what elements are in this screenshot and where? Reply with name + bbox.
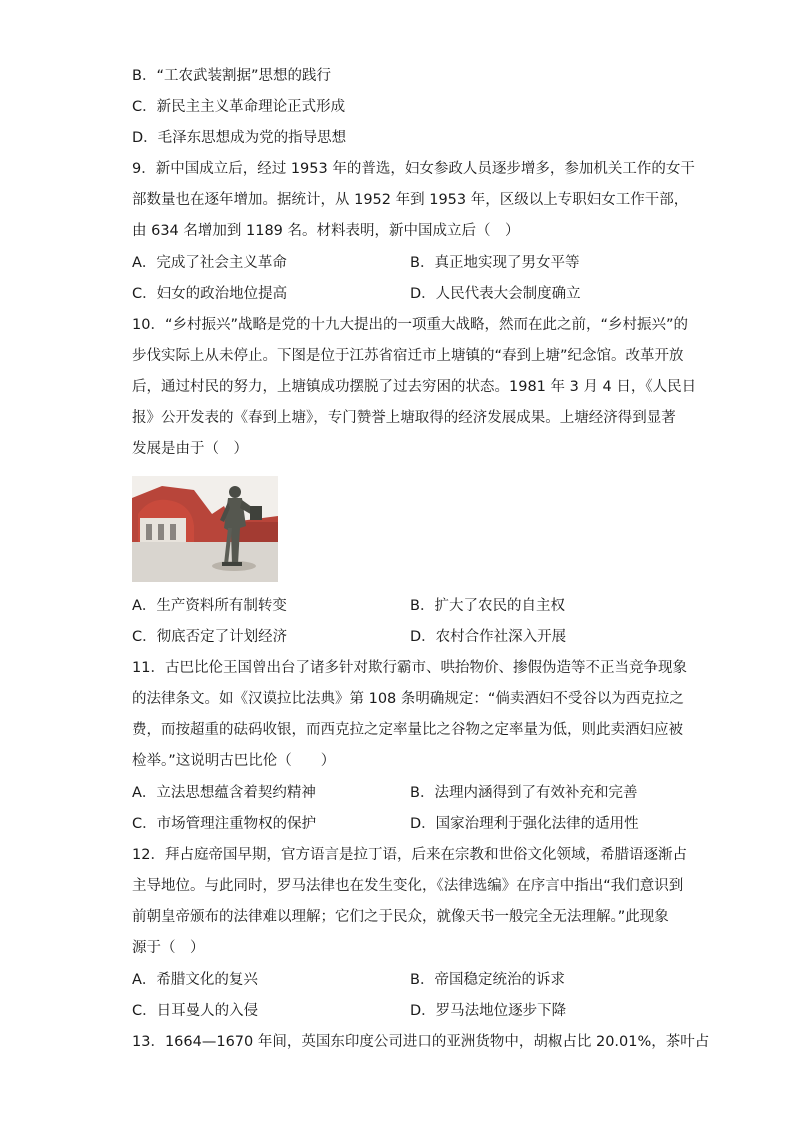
q12-stem-line-2: 主导地位。与此同时，罗马法律也在发生变化，《法律选编》在序言中指出“我们意识到 <box>132 878 684 894</box>
q9-option-d: D．人民代表大会制度确立 <box>410 286 581 302</box>
q12-option-c: C．日耳曼人的入侵 <box>132 1003 259 1019</box>
q11-option-d: D．国家治理利于强化法律的适用性 <box>410 816 639 832</box>
q10-stem-line-1: 10．“乡村振兴”战略是党的十九大提出的一项重大战略，然而在此之前，“乡村振兴”的 <box>132 317 688 333</box>
q11-stem-line-4: 检举。”这说明古巴比伦（ ） <box>132 753 336 769</box>
q12-option-d: D．罗马法地位逐步下降 <box>410 1003 567 1019</box>
q11-option-a: A．立法思想蕴含着契约精神 <box>132 785 316 801</box>
q8-option-b: B．“工农武装割据”思想的践行 <box>132 68 331 84</box>
q9-option-b: B．真正地实现了男女平等 <box>410 255 580 271</box>
q10-option-c: C．彻底否定了计划经济 <box>132 629 288 645</box>
q13-stem-line-1: 13．1664—1670 年间，英国东印度公司进口的亚洲货物中，胡椒占比 20.01%，茶叶占 <box>132 1034 710 1050</box>
q9-option-c: C．妇女的政治地位提高 <box>132 286 288 302</box>
q8-option-d: D．毛泽东思想成为党的指导思想 <box>132 130 347 146</box>
q12-stem-line-3: 前朝皇帝颁布的法律难以理解；它们之于民众，就像天书一般完全无法理解。”此现象 <box>132 909 669 925</box>
q11-stem-line-1: 11．古巴比伦王国曾出台了诸多针对欺行霸市、哄抬物价、掺假伪造等不正当竞争现象 <box>132 660 687 676</box>
q10-stem-line-5: 发展是由于（ ） <box>132 441 248 457</box>
q8-option-c: C．新民主主义革命理论正式形成 <box>132 99 346 115</box>
q9-option-a: A．完成了社会主义革命 <box>132 255 287 271</box>
q11-option-c: C．市场管理注重物权的保护 <box>132 816 317 832</box>
q10-option-b: B．扩大了农民的自主权 <box>410 598 565 614</box>
q10-stem-line-3: 后，通过村民的努力，上塘镇成功摆脱了过去穷困的状态。1981 年 3 月 4 日，《人民日 <box>132 379 697 395</box>
q9-stem-line-1: 9．新中国成立后，经过 1953 年的普选，妇女参政人员逐步增多，参加机关工作的女干 <box>132 161 695 177</box>
q11-option-b: B．法理内涵得到了有效补充和完善 <box>410 785 638 801</box>
q10-option-a: A．生产资料所有制转变 <box>132 598 287 614</box>
q9-stem-line-3: 由 634 名增加到 1189 名。材料表明，新中国成立后（ ） <box>132 223 520 239</box>
q12-option-a: A．希腊文化的复兴 <box>132 972 258 988</box>
q10-option-d: D．农村合作社深入开展 <box>410 629 567 645</box>
q10-stem-line-2: 步伐实际上从未停止。下图是位于江苏省宿迁市上塘镇的“春到上塘”纪念馆。改革开放 <box>132 348 684 364</box>
memorial-photo <box>132 476 278 582</box>
q9-stem-line-2: 部数量也在逐年增加。据统计，从 1952 年到 1953 年，区级以上专职妇女工作干部， <box>132 192 689 208</box>
q12-stem-line-1: 12．拜占庭帝国早期，官方语言是拉丁语，后来在宗教和世俗文化领域，希腊语逐渐占 <box>132 847 687 863</box>
q12-option-b: B．帝国稳定统治的诉求 <box>410 972 565 988</box>
q11-stem-line-2: 的法律条文。如《汉谟拉比法典》第 108 条明确规定：“倘卖酒妇不受谷以为西克拉之 <box>132 691 684 707</box>
q10-stem-line-4: 报》公开发表的《春到上塘》，专门赞誉上塘取得的经济发展成果。上塘经济得到显著 <box>132 410 676 426</box>
q11-stem-line-3: 费，而按超重的砝码收银，而西克拉之定率量比之谷物之定率量为低，则此卖酒妇应被 <box>132 722 683 738</box>
q12-stem-line-4: 源于（ ） <box>132 940 205 956</box>
